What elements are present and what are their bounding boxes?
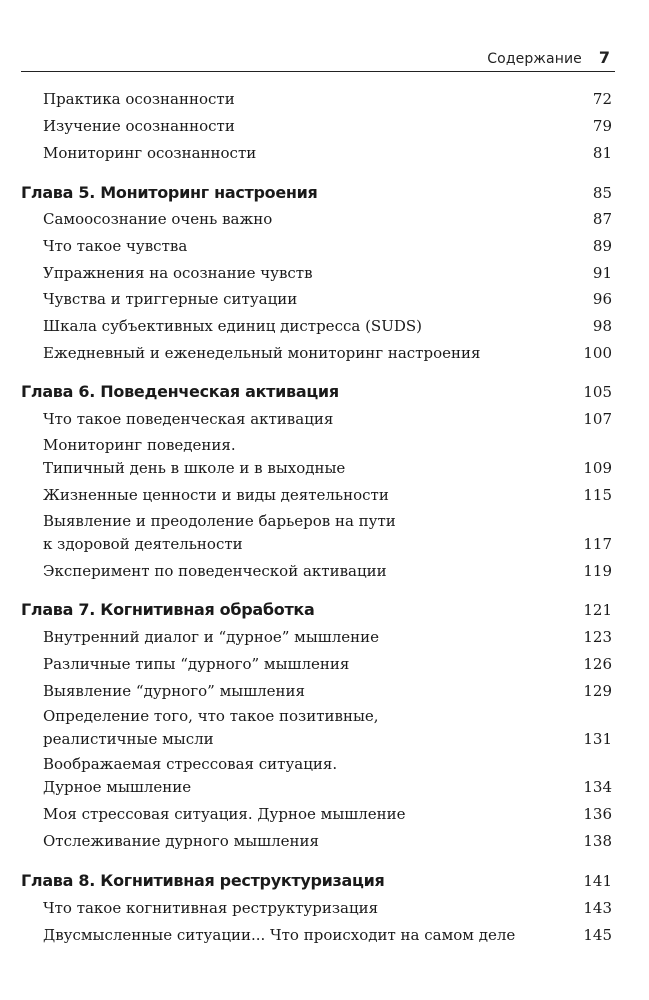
title-line: Различные типы “дурного” мышления [43,655,350,673]
page-number: 134 [583,778,612,796]
entry-title [43,897,572,920]
entry-title [43,88,572,111]
entry-title [43,142,572,165]
entry-title [43,208,572,231]
title-line: Моя стрессовая ситуация. Дурное мышление [43,805,406,823]
chapter-title [21,869,572,893]
page-number: 129 [583,682,612,700]
page-number: 136 [583,805,612,823]
entry-title [43,626,572,649]
toc-entry [43,484,612,507]
toc-entry [43,560,612,583]
entry-title [43,315,572,338]
page-number: 87 [592,210,612,228]
toc-entry [43,408,612,431]
chapter-title [21,598,572,622]
page-number: 85 [592,184,612,202]
chapter-title [21,380,572,404]
toc-entry [43,288,612,311]
title-line: Что такое поведенческая активация [43,410,334,428]
entry-title [43,262,572,285]
page-number: 131 [583,730,612,748]
page-number: 98 [592,317,612,335]
page-number: 119 [583,562,612,580]
title-line: Практика осознанности [43,90,235,108]
page-number: 126 [583,655,612,673]
toc-entry [43,262,612,285]
running-head-page-number: 7 [598,48,610,67]
title-line: Глава 6. Поведенческая активация [21,382,339,401]
toc-entry [43,830,612,853]
page-number: 91 [592,264,612,282]
title-line: Что такое чувства [43,237,188,255]
title-line: Двусмысленные ситуации... Что происходит на самом деле [43,926,516,944]
entry-title [43,924,572,947]
page-number: 123 [583,628,612,646]
page-number: 105 [583,383,612,401]
toc-entry [43,434,612,480]
running-head [487,48,610,67]
title-line: Самоосознание очень важно [43,210,273,228]
page-number: 145 [583,926,612,944]
toc-entry [43,208,612,231]
toc-chapter-heading [21,380,612,404]
page-number: 81 [592,144,612,162]
title-line: Воображаемая стрессовая ситуация. [43,755,338,773]
title-line: Глава 7. Когнитивная обработка [21,600,315,619]
toc-entry [43,653,612,676]
page-number: 89 [592,237,612,255]
entry-title [43,653,572,676]
title-line: Глава 5. Мониторинг настроения [21,183,318,202]
entry-title [43,484,572,507]
entry-title [43,803,572,826]
title-line: Изучение осознанности [43,117,235,135]
page-number: 141 [583,872,612,890]
toc-entry [43,680,612,703]
title-line: Упражнения на осознание чувств [43,264,313,282]
chapter-title [21,181,572,205]
entry-title [43,434,572,480]
toc-entry [43,753,612,799]
entry-title [43,408,572,431]
toc-entry [43,342,612,365]
toc-chapter-heading [21,869,612,893]
page-number: 117 [583,535,612,553]
title-line: Мониторинг осознанности [43,144,257,162]
title-line: Выявление и преодоление барьеров на пути [43,512,396,530]
page-number: 143 [583,899,612,917]
toc-entry [43,626,612,649]
entry-title [43,705,572,751]
entry-title [43,560,572,583]
page-number: 96 [592,290,612,308]
entry-title [43,235,572,258]
title-line: Дурное мышление [43,778,192,796]
title-line: Жизненные ценности и виды деятельности [43,486,389,504]
toc-entry [43,235,612,258]
title-line: Эксперимент по поведенческой активации [43,562,387,580]
toc-entry [43,803,612,826]
toc-entry [43,88,612,111]
entry-title [43,830,572,853]
toc-entry [43,315,612,338]
entry-title [43,510,572,556]
title-line: Выявление “дурного” мышления [43,682,306,700]
entry-title [43,753,572,799]
toc-entry [43,510,612,556]
entry-title [43,288,572,311]
title-line: Что такое когнитивная реструктуризация [43,899,379,917]
title-line: Шкала субъективных единиц дистресса (SUDS) [43,317,422,335]
toc-entry [43,705,612,751]
header-divider [21,71,615,72]
page-number: 79 [592,117,612,135]
page-number: 72 [592,90,612,108]
toc-entry [43,142,612,165]
page-number: 107 [583,410,612,428]
entry-title [43,342,572,365]
title-line: к здоровой деятельности [43,535,243,553]
page-number: 115 [583,486,612,504]
entry-title [43,115,572,138]
title-line: Мониторинг поведения. [43,436,236,454]
toc-entry [43,115,612,138]
page-number: 121 [583,601,612,619]
page-number: 109 [583,459,612,477]
title-line: Отслеживание дурного мышления [43,832,319,850]
toc-chapter-heading [21,181,612,205]
title-line: Ежедневный и еженедельный мониторинг настроения [43,344,481,362]
title-line: Определение того, что такое позитивные, [43,707,379,725]
toc-chapter-heading [21,598,612,622]
page-number: 100 [583,344,612,362]
page-number: 138 [583,832,612,850]
toc-entry [43,924,612,947]
toc-entry [43,897,612,920]
title-line: Типичный день в школе и в выходные [43,459,346,477]
title-line: Внутренний диалог и “дурное” мышление [43,628,380,646]
entry-title [43,680,572,703]
running-head-section-title: Содержание [487,51,582,67]
title-line: реалистичные мысли [43,730,214,748]
title-line: Глава 8. Когнитивная реструктуризация [21,871,385,890]
title-line: Чувства и триггерные ситуации [43,290,298,308]
